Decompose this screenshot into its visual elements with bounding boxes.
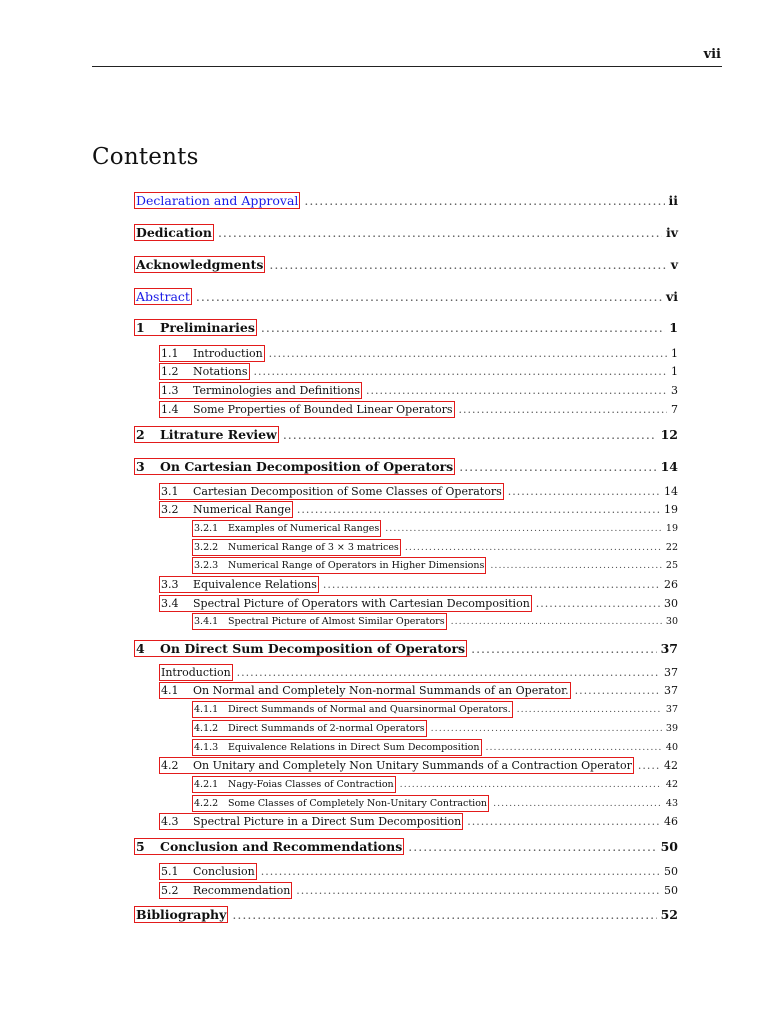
- toc-entry[interactable]: [192, 795, 678, 813]
- toc-entry-title: On Unitary and Completely Non Unitary Summands of a Contraction Operator: [193, 759, 632, 772]
- toc-link[interactable]: [159, 664, 233, 681]
- dot-leader: [323, 576, 660, 594]
- toc-entry[interactable]: [134, 906, 678, 924]
- toc-entry-page: 19: [664, 503, 678, 516]
- toc-entry-page: 42: [664, 759, 678, 772]
- toc-entry-title: Conclusion and Recommendations: [160, 839, 403, 854]
- toc-entry-title: Conclusion: [193, 865, 255, 878]
- page-number: vii: [703, 47, 721, 62]
- toc-entry[interactable]: [134, 256, 678, 274]
- toc-entry[interactable]: [134, 288, 678, 306]
- toc-entry-page: 12: [660, 427, 678, 442]
- toc-entry[interactable]: [192, 701, 678, 719]
- toc-entry-page: 1: [669, 320, 678, 335]
- dot-leader: [536, 595, 660, 613]
- toc-entry-number: 3.1: [161, 485, 179, 498]
- toc-entry-page: 14: [660, 459, 678, 474]
- toc-entry-page: 22: [665, 542, 678, 553]
- toc-link[interactable]: [134, 256, 265, 273]
- dot-leader: [493, 795, 662, 813]
- toc-entry-title: Spectral Picture of Almost Similar Operators: [228, 616, 445, 627]
- dot-leader: [218, 224, 662, 242]
- toc-link[interactable]: [134, 906, 228, 923]
- toc-link[interactable]: [192, 776, 396, 793]
- toc-link[interactable]: [134, 288, 192, 305]
- toc-entry-number: 2: [136, 427, 145, 442]
- toc-entry-page: 7: [671, 403, 678, 416]
- toc-entry-number: 3.4: [161, 597, 179, 610]
- dot-leader: [405, 539, 662, 557]
- toc-entry[interactable]: [159, 682, 678, 700]
- toc-entry[interactable]: [134, 224, 678, 242]
- dot-leader: [459, 401, 668, 419]
- toc-link[interactable]: [159, 813, 463, 830]
- toc-entry-title: Spectral Picture of Operators with Cartesian Decomposition: [193, 597, 530, 610]
- toc-entry[interactable]: [159, 664, 678, 682]
- toc-entry-number: 3.2: [161, 503, 179, 516]
- toc-entry-number: 4.1.2: [194, 723, 219, 734]
- toc-entry-number: 5.1: [161, 865, 179, 878]
- toc-link[interactable]: [159, 863, 257, 880]
- toc-entry-title: Direct Summands of 2-normal Operators: [228, 723, 425, 734]
- toc-link[interactable]: [159, 595, 532, 612]
- toc-entry-title: Nagy-Foias Classes of Contraction: [228, 779, 394, 790]
- toc-entry-number: 1.3: [161, 384, 179, 397]
- dot-leader: [269, 256, 666, 274]
- toc-entry-page: 30: [665, 616, 678, 627]
- toc-entry-page: vi: [665, 289, 678, 304]
- toc-entry-title: Equivalence Relations in Direct Sum Decomposition: [228, 742, 480, 753]
- dot-leader: [296, 882, 660, 900]
- toc-link[interactable]: [134, 192, 300, 209]
- toc-entry-title: Recommendation: [193, 884, 291, 897]
- toc-link[interactable]: [192, 557, 486, 574]
- toc-entry-title: On Cartesian Decomposition of Operators: [160, 459, 454, 474]
- toc-link[interactable]: [159, 483, 504, 500]
- toc-entry[interactable]: [159, 401, 678, 419]
- toc-entry-number: 4.1.1: [194, 704, 219, 715]
- toc-entry-page: 3: [671, 384, 678, 397]
- toc-entry-title: Introduction: [161, 666, 231, 679]
- toc-entry[interactable]: [159, 363, 678, 381]
- toc-entry-number: 5: [136, 839, 145, 854]
- toc-entry-title: On Normal and Completely Non-normal Summands of an Operator.: [193, 684, 569, 697]
- toc-entry-number: 3: [136, 459, 145, 474]
- dot-leader: [517, 701, 662, 719]
- toc-entry-number: 4.1: [161, 684, 179, 697]
- toc-entry-page: 37: [665, 704, 678, 715]
- dot-leader: [451, 613, 662, 631]
- toc-entry-number: 4: [136, 641, 145, 656]
- toc-entry-title: Notations: [193, 365, 248, 378]
- toc-entry-page: 1: [671, 365, 678, 378]
- toc-entry[interactable]: [134, 640, 678, 658]
- toc-entry-title: Direct Summands of Normal and Quarsinormal Operators.: [228, 704, 511, 715]
- toc-entry-number: 3.4.1: [194, 616, 219, 627]
- toc-entry[interactable]: [134, 458, 678, 476]
- toc-link[interactable]: [159, 401, 455, 418]
- toc-entry-title: Cartesian Decomposition of Some Classes of Operators: [193, 485, 502, 498]
- toc-entry-title: Bibliography: [136, 907, 227, 922]
- toc-entry-page: 19: [665, 523, 678, 534]
- toc-entry[interactable]: [159, 882, 678, 900]
- toc-entry[interactable]: [192, 539, 678, 557]
- toc-link[interactable]: [134, 426, 279, 443]
- toc-link[interactable]: [192, 739, 482, 756]
- dot-leader: [575, 682, 660, 700]
- toc-entry[interactable]: [159, 757, 678, 775]
- toc-entry-number: 4.2.1: [194, 779, 219, 790]
- dot-leader: [261, 863, 660, 881]
- toc-entry[interactable]: [134, 426, 678, 444]
- dot-leader: [254, 363, 667, 381]
- toc-link[interactable]: [159, 882, 292, 899]
- dot-leader: [297, 501, 660, 519]
- toc-link[interactable]: [192, 539, 401, 556]
- toc-entry-page: 43: [665, 798, 678, 809]
- toc-link[interactable]: [192, 720, 427, 737]
- toc-entry-title: Spectral Picture in a Direct Sum Decomposition: [193, 815, 462, 828]
- toc-entry-page: 50: [664, 884, 678, 897]
- dot-leader: [385, 520, 662, 538]
- toc-entry-number: 1.2: [161, 365, 179, 378]
- toc-entry[interactable]: [159, 382, 678, 400]
- toc-entry[interactable]: [192, 776, 678, 794]
- toc-entry[interactable]: [192, 520, 678, 538]
- toc-entry-number: 3.3: [161, 578, 179, 591]
- toc-entry[interactable]: [159, 595, 678, 613]
- dot-leader: [490, 557, 662, 575]
- toc-entry[interactable]: [159, 345, 678, 363]
- toc-entry-number: 4.2: [161, 759, 179, 772]
- toc-entry-page: 50: [664, 865, 678, 878]
- header-rule: [92, 66, 722, 67]
- toc-entry-title: Some Classes of Completely Non-Unitary Contraction: [228, 798, 488, 809]
- dot-leader: [638, 757, 660, 775]
- toc-entry-page: 37: [664, 666, 678, 679]
- toc-entry-title: Numerical Range of 3 × 3 matrices: [228, 542, 399, 553]
- toc-link[interactable]: [134, 458, 455, 475]
- toc-entry[interactable]: [192, 720, 678, 738]
- toc-link[interactable]: [192, 520, 381, 537]
- toc-entry-number: 3.2.1: [194, 523, 219, 534]
- toc-entry-page: v: [670, 257, 678, 272]
- dot-leader: [196, 288, 662, 306]
- toc-entry[interactable]: [134, 319, 678, 337]
- toc-link[interactable]: [134, 640, 467, 657]
- page-title: Contents: [92, 144, 199, 170]
- toc-link[interactable]: [159, 501, 293, 518]
- dot-leader: [261, 319, 665, 337]
- toc-link[interactable]: [134, 224, 214, 241]
- toc-link[interactable]: [192, 613, 447, 630]
- toc-entry-page: 30: [664, 597, 678, 610]
- toc-entry[interactable]: [159, 483, 678, 501]
- toc-entry-title: Examples of Numerical Ranges: [228, 523, 380, 534]
- toc-entry-page: 14: [664, 485, 678, 498]
- toc-entry-title: Preliminaries: [160, 320, 255, 335]
- toc-entry-number: 5.2: [161, 884, 179, 897]
- dot-leader: [431, 720, 662, 738]
- toc-link[interactable]: [134, 838, 404, 855]
- toc-entry-title: Numerical Range: [193, 503, 291, 516]
- dot-leader: [408, 838, 656, 856]
- toc-entry[interactable]: [192, 739, 678, 757]
- toc-entry-title: Acknowledgments: [136, 257, 264, 272]
- toc-entry-title: Declaration and Approval: [136, 193, 299, 208]
- toc-entry-number: 1: [136, 320, 145, 335]
- toc-entry-page: 39: [665, 723, 678, 734]
- toc-link[interactable]: [134, 319, 257, 336]
- dot-leader: [237, 664, 660, 682]
- toc-entry-title: Introduction: [193, 347, 263, 360]
- toc-entry[interactable]: [159, 813, 678, 831]
- toc-entry-number: 1.1: [161, 347, 179, 360]
- toc-link[interactable]: [159, 382, 362, 399]
- toc-entry[interactable]: [159, 863, 678, 881]
- toc-entry-page: 37: [660, 641, 678, 656]
- toc-entry-title: Terminologies and Definitions: [193, 384, 360, 397]
- toc-entry-number: 4.3: [161, 815, 179, 828]
- toc-entry-page: ii: [668, 193, 678, 208]
- toc-link[interactable]: [159, 345, 265, 362]
- toc-entry-number: 4.2.2: [194, 798, 219, 809]
- toc-link[interactable]: [192, 795, 489, 812]
- toc-entry-title: On Direct Sum Decomposition of Operators: [160, 641, 466, 656]
- toc-entry[interactable]: [134, 838, 678, 856]
- toc-entry-page: 50: [660, 839, 678, 854]
- toc-entry-title: Dedication: [136, 225, 212, 240]
- toc-entry[interactable]: [159, 576, 678, 594]
- toc-entry-page: 52: [660, 907, 678, 922]
- toc-entry-page: 1: [671, 347, 678, 360]
- toc-link[interactable]: [159, 576, 319, 593]
- toc-entry-number: 4.1.3: [194, 742, 219, 753]
- toc-entry-number: 3.2.2: [194, 542, 219, 553]
- dot-leader: [269, 345, 667, 363]
- toc-entry-title: Abstract: [136, 289, 190, 304]
- dot-leader: [459, 458, 656, 476]
- toc-entry-page: 46: [664, 815, 678, 828]
- toc-entry-page: 40: [665, 742, 678, 753]
- dot-leader: [366, 382, 667, 400]
- toc-entry[interactable]: [134, 192, 678, 210]
- dot-leader: [486, 739, 662, 757]
- dot-leader: [508, 483, 660, 501]
- toc-link[interactable]: [192, 701, 513, 718]
- toc-entry-number: 1.4: [161, 403, 179, 416]
- dot-leader: [304, 192, 664, 210]
- toc-entry[interactable]: [192, 613, 678, 631]
- toc-link[interactable]: [159, 682, 571, 699]
- toc-entry-number: 3.2.3: [194, 560, 219, 571]
- toc-entry-page: 25: [665, 560, 678, 571]
- toc-entry-page: 42: [665, 779, 678, 790]
- toc-link[interactable]: [159, 363, 250, 380]
- toc-entry-title: Litrature Review: [160, 427, 277, 442]
- toc-entry-page: 26: [664, 578, 678, 591]
- dot-leader: [232, 906, 656, 924]
- toc-entry-title: Some Properties of Bounded Linear Operators: [193, 403, 453, 416]
- toc-entry[interactable]: [159, 501, 678, 519]
- dot-leader: [400, 776, 662, 794]
- dot-leader: [471, 640, 657, 658]
- toc-entry-page: iv: [665, 225, 678, 240]
- toc-entry[interactable]: [192, 557, 678, 575]
- toc-entry-page: 37: [664, 684, 678, 697]
- toc-entry-title: Equivalence Relations: [193, 578, 317, 591]
- dot-leader: [283, 426, 657, 444]
- toc-link[interactable]: [159, 757, 634, 774]
- toc-entry-title: Numerical Range of Operators in Higher Dimensions: [228, 560, 485, 571]
- dot-leader: [467, 813, 660, 831]
